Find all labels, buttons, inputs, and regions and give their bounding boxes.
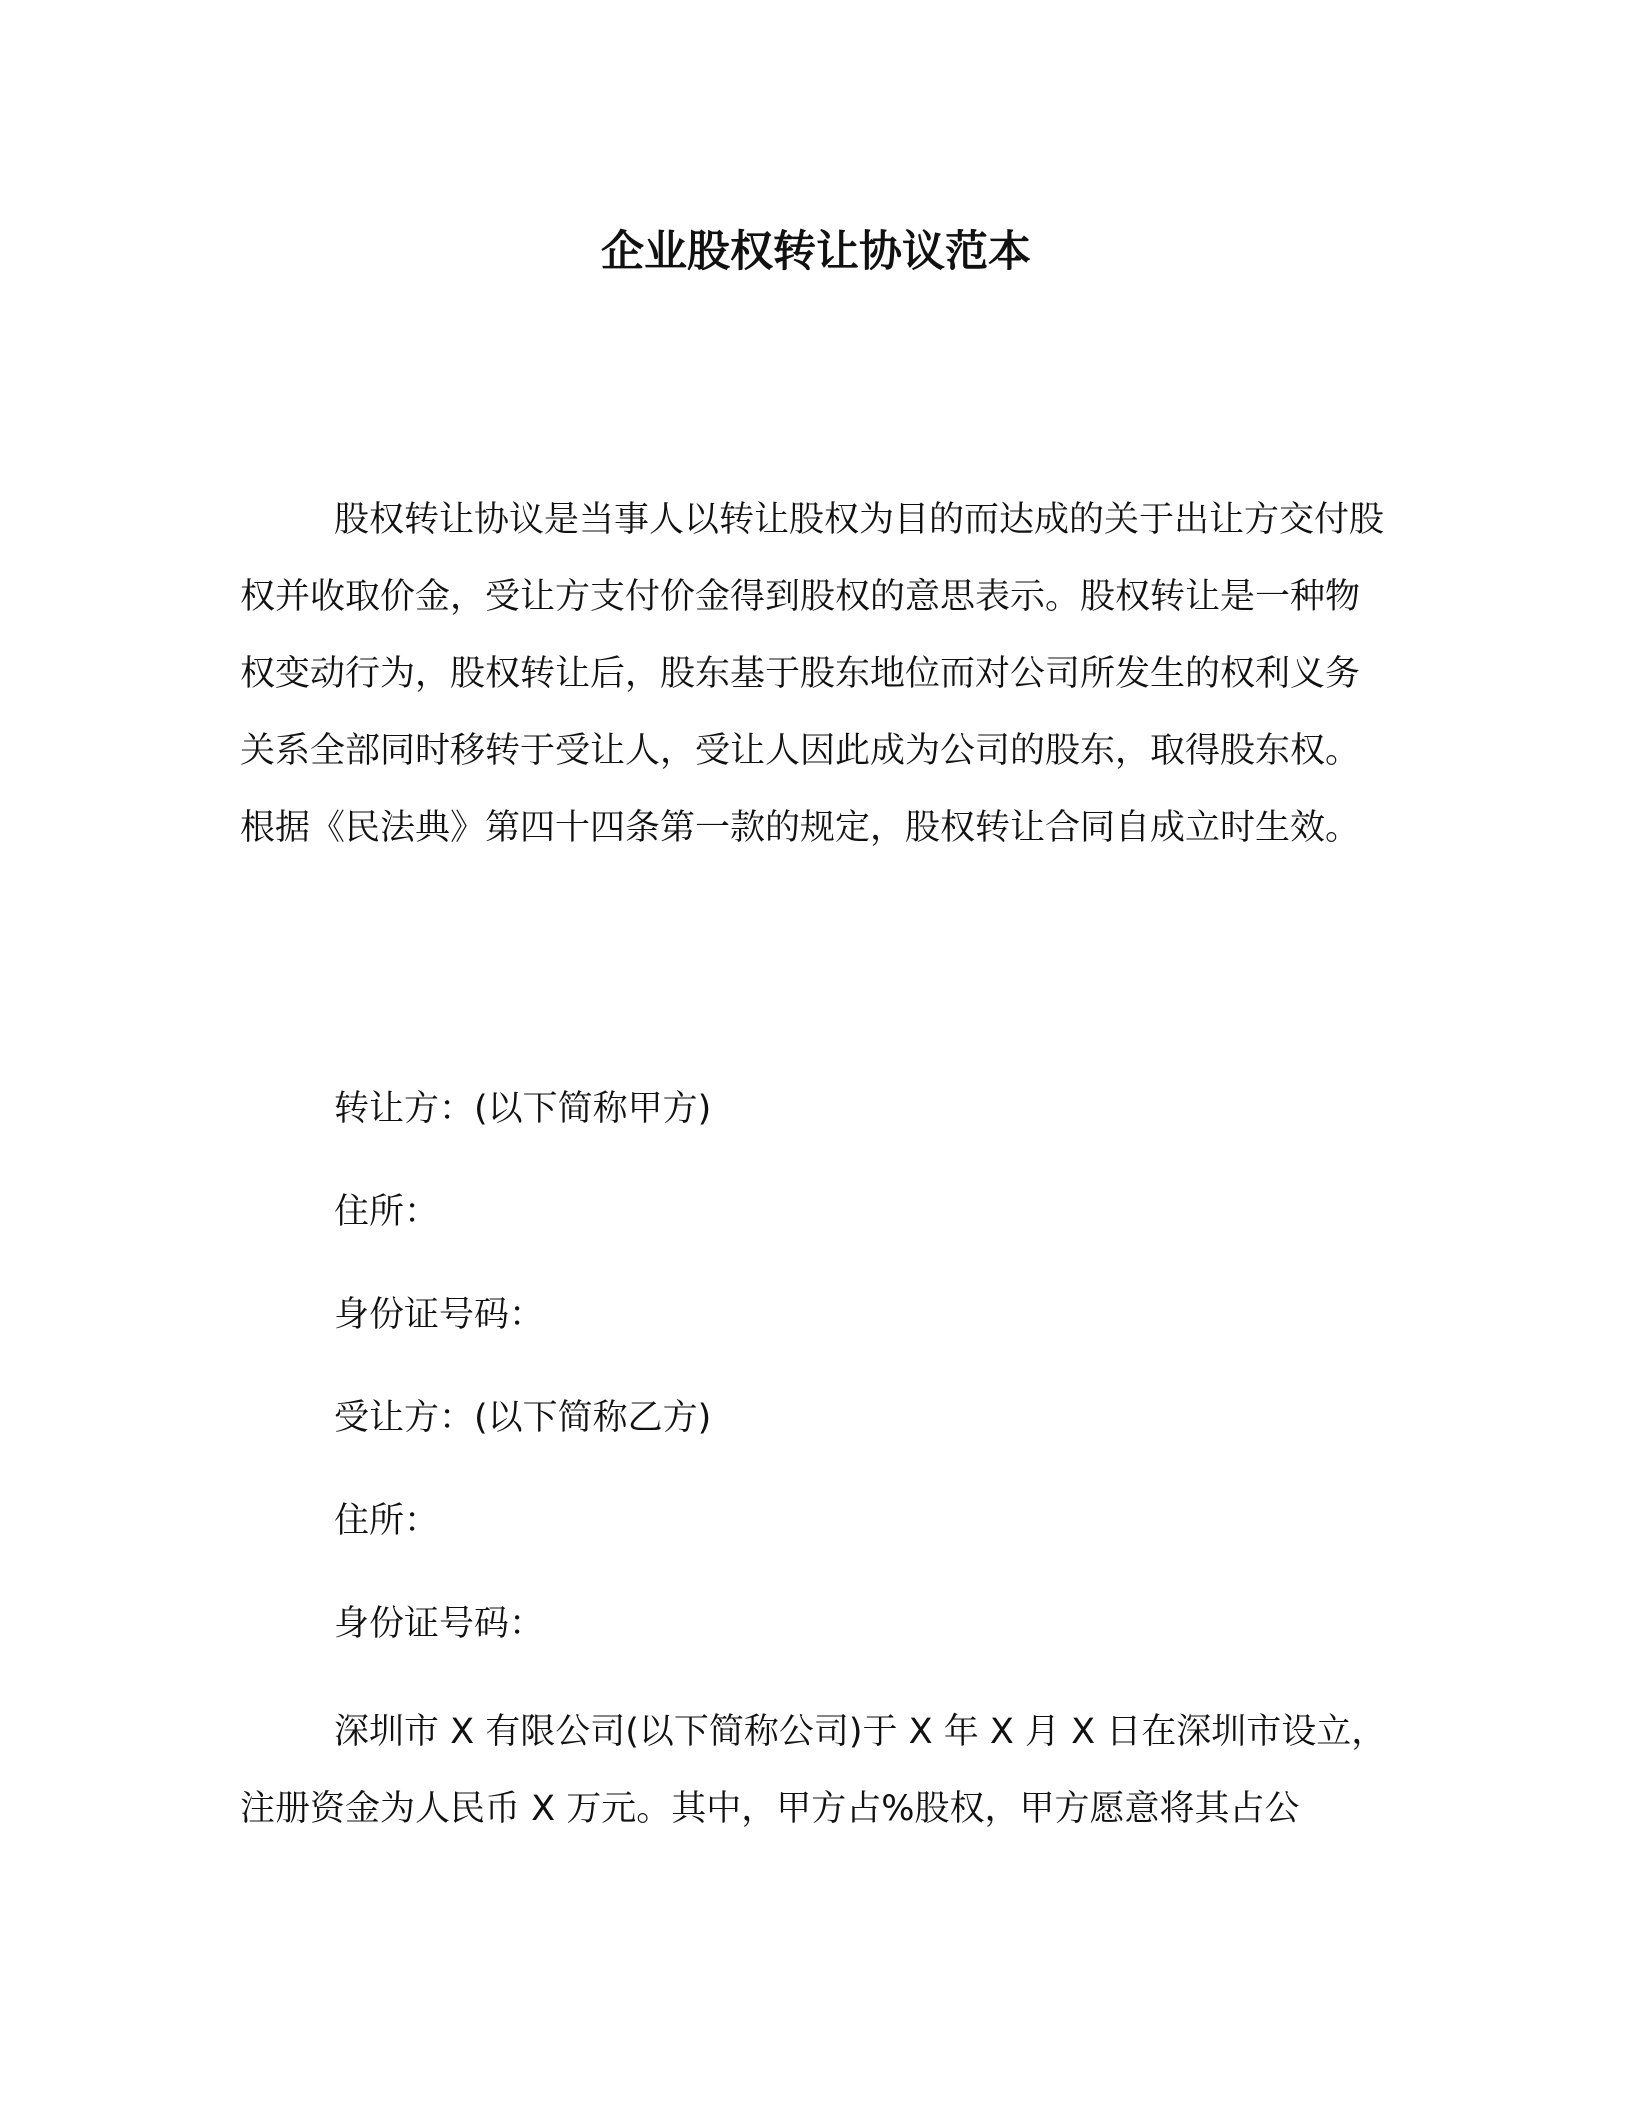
transferee-id-line: 身份证号码： [334,1604,545,1644]
transferee-address-line: 住所： [334,1501,440,1541]
transferor-id-line: 身份证号码： [334,1295,545,1335]
closing-section [240,1694,1390,1848]
document-title: 企业股权转让协议范本 [601,227,1031,277]
intro-section [240,482,1390,867]
intro-paragraph: 股权转让协议是当事人以转让股权为目的而达成的关于出让方交付股权并收取价金，受让方支付价金得到股权的意思表示。股权转让是一种物权变动行为，股权转让后，股东基于股东地位而对公司所发生的权利义务关系全部同时移转于受让人，受让人因此成为公司的股东，取得股东权。根据《民法典》第四十四条第一款的规定，股权转让合同自成立时生效。 [240,500,1385,848]
transferor-address-line: 住所： [334,1192,440,1232]
closing-paragraph: 深圳市 X 有限公司(以下简称公司)于 X 年 X 月 X 日在深圳市设立，注册资金为人民币 X 万元。其中，甲方占%股权，甲方愿意将其占公 [240,1712,1387,1829]
transferee-line: 受让方：(以下简称乙方) [334,1398,712,1438]
transferor-line: 转让方：(以下简称甲方) [334,1089,712,1129]
